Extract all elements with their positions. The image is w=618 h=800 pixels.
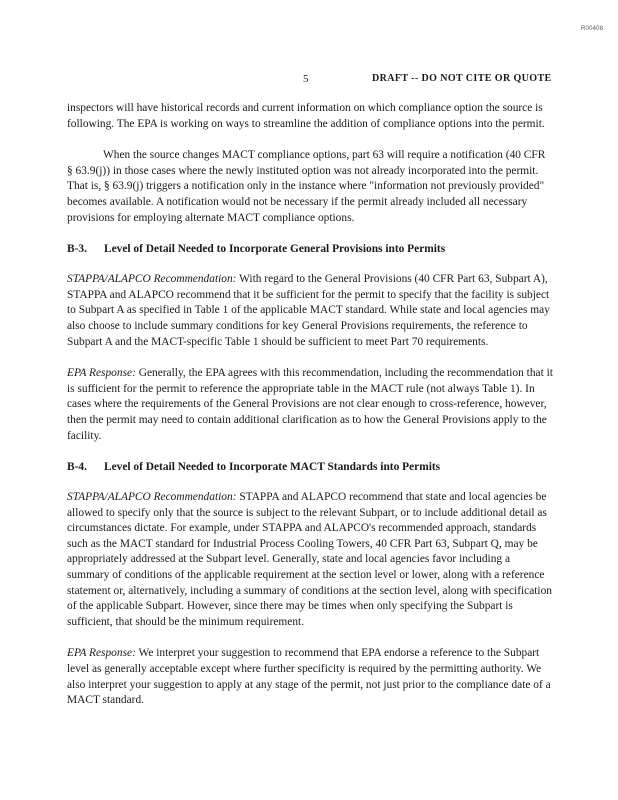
section-number: B-3.: [67, 243, 87, 256]
response-lead: EPA Response:: [67, 367, 136, 380]
recommendation-lead: STAPPA/ALAPCO Recommendation:: [67, 491, 237, 504]
section-heading-b4: [67, 460, 553, 475]
section-title: Level of Detail Needed to Incorporate General Provisions into Permits: [104, 243, 446, 256]
response-text: Generally, the EPA agrees with this recommendation, including the recommendation that it is sufficient for the permit to reference the appropriate table in the MACT rule (not always Table 1). In cases where the requirements of the General Provisions are not clear enough to cross-reference, however, then the permit may need to contain additional clarification as to how the General Provisions apply to the facility.: [67, 367, 553, 442]
section-heading-b3: [67, 242, 553, 257]
response-paragraph: [67, 646, 553, 708]
recommendation-paragraph: [67, 490, 553, 630]
section-title: Level of Detail Needed to Incorporate MACT Standards into Permits: [104, 461, 441, 474]
page-header: [0, 73, 618, 87]
document-body: [67, 101, 553, 725]
document-stamp: R00408: [581, 26, 604, 32]
recommendation-paragraph: [67, 272, 553, 350]
draft-label: DRAFT -- DO NOT CITE OR QUOTE: [372, 73, 552, 84]
paragraph-continuation: inspectors will have historical records and current information on which compliance option the source is following. The EPA is working on ways to streamline the addition of compliance options into the permit.: [67, 102, 545, 130]
recommendation-lead: STAPPA/ALAPCO Recommendation:: [67, 273, 237, 286]
recommendation-text: STAPPA and ALAPCO recommend that state and local agencies be allowed to specify only that the source is subject to the relevant Subpart, or to include additional detail as circumstances dictate. For example, under STAPPA and ALAPCO's recommended approach, standards such as the MACT standard for Industrial Process Cooling Towers, 40 CFR Part 63, Subpart Q, may be appropriately addressed at the Subpart level. Generally, state and local agencies favor including a summary of conditions of the applicable requirement at the section level or lower, along with a reference statement or, alternatively, including a summary of conditions at the section level, along with specification of the applicable Subpart. However, since there may be times when only specifying the Subpart is sufficient, that should be the minimum requirement.: [67, 491, 552, 628]
response-paragraph: [67, 366, 553, 444]
response-text: We interpret your suggestion to recommend that EPA endorse a reference to the Subpart level as generally acceptable except where further specificity is required by the permitting authority. We also interpret your suggestion to apply at any stage of the permit, not just prior to the compliance date of a MACT standard.: [67, 647, 551, 707]
response-lead: EPA Response:: [67, 647, 136, 660]
recommendation-text: With regard to the General Provisions (40 CFR Part 63, Subpart A), STAPPA and ALAPCO recommend that it be sufficient for the permit to specify that the facility is subject to Subpart A as specified in Table 1 of the applicable MACT standard. While state and local agencies may also choose to include summary conditions for key General Provisions requirements, the reference to Subpart A and the MACT-specific Table 1 should be sufficient to meet Part 70 requirements.: [67, 273, 550, 348]
page-number: 5: [303, 73, 309, 85]
section-number: B-4.: [67, 461, 87, 474]
paragraph-notification: When the source changes MACT compliance options, part 63 will require a notification (40 CFR § 63.9(j)) in those cases where the newly instituted option was not already incorporated into the permit. That is, § 63.9(j) triggers a notification only in the instance where "information not previously provided" becomes available. A notification would not be necessary if the permit already included all necessary provisions for employing alternate MACT compliance options.: [67, 149, 546, 224]
